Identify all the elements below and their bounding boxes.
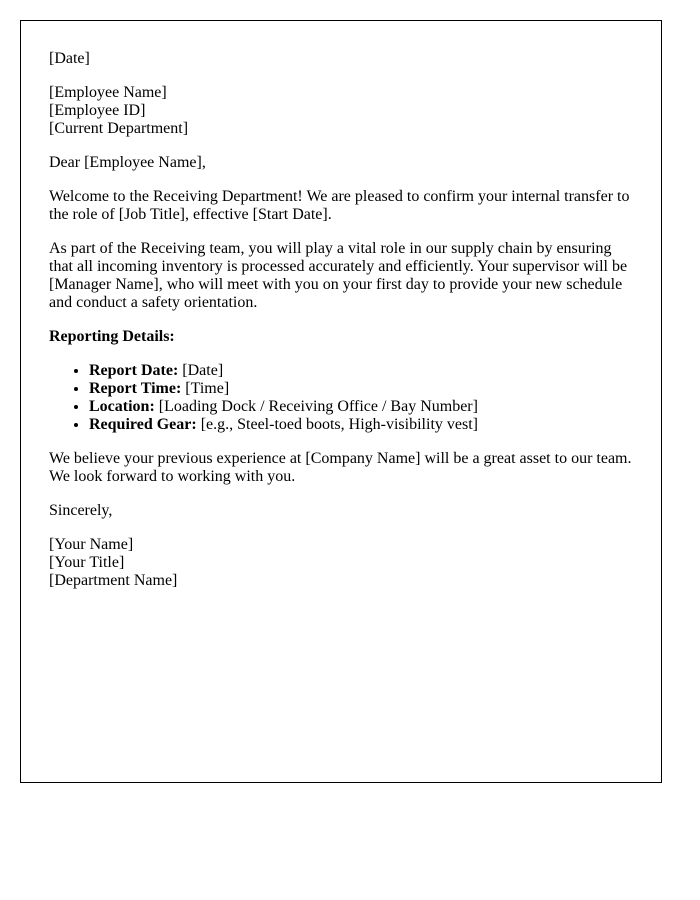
salutation: Dear [Employee Name], <box>49 154 206 171</box>
letter-date: [Date] <box>49 50 90 67</box>
item-label: Required Gear: <box>89 416 197 433</box>
item-label: Report Date: <box>89 362 179 379</box>
signature-department: [Department Name] <box>49 572 178 589</box>
paragraph-role-details: As part of the Receiving team, you will play a vital role in our supply chain by ensuring that all incoming inventory is processed accurately and efficiently. Your supervisor will be [Manager Name], who will meet with you on your first day to provide your new schedule and conduct a safety orientation. <box>49 240 628 311</box>
signature-name: [Your Name] <box>49 536 134 553</box>
reporting-details-list <box>49 362 633 434</box>
valediction: Sincerely, <box>49 502 113 519</box>
recipient-employee-id: [Employee ID] <box>49 102 146 119</box>
paragraph-closing: We believe your previous experience at [Company Name] will be a great asset to our team. We look forward to working with you. <box>49 450 632 485</box>
letter-page <box>20 20 662 783</box>
recipient-department: [Current Department] <box>49 120 189 137</box>
list-item-location <box>89 398 633 416</box>
list-item-report-date <box>89 362 633 380</box>
item-value: [Time] <box>185 380 230 397</box>
recipient-block <box>49 84 633 138</box>
item-value: [Date] <box>182 362 224 379</box>
item-value: [e.g., Steel-toed boots, High-visibility vest] <box>200 416 478 433</box>
recipient-name: [Employee Name] <box>49 84 167 101</box>
signature-title: [Your Title] <box>49 554 125 571</box>
paragraph-welcome: Welcome to the Receiving Department! We are pleased to confirm your internal transfer to the role of [Job Title], effective [Start Date]. <box>49 188 630 223</box>
reporting-details-heading: Reporting Details: <box>49 328 175 345</box>
list-item-report-time <box>89 380 633 398</box>
signature-block <box>49 536 633 590</box>
item-value: [Loading Dock / Receiving Office / Bay Number] <box>158 398 478 415</box>
item-label: Report Time: <box>89 380 182 397</box>
item-label: Location: <box>89 398 155 415</box>
list-item-required-gear <box>89 416 633 434</box>
